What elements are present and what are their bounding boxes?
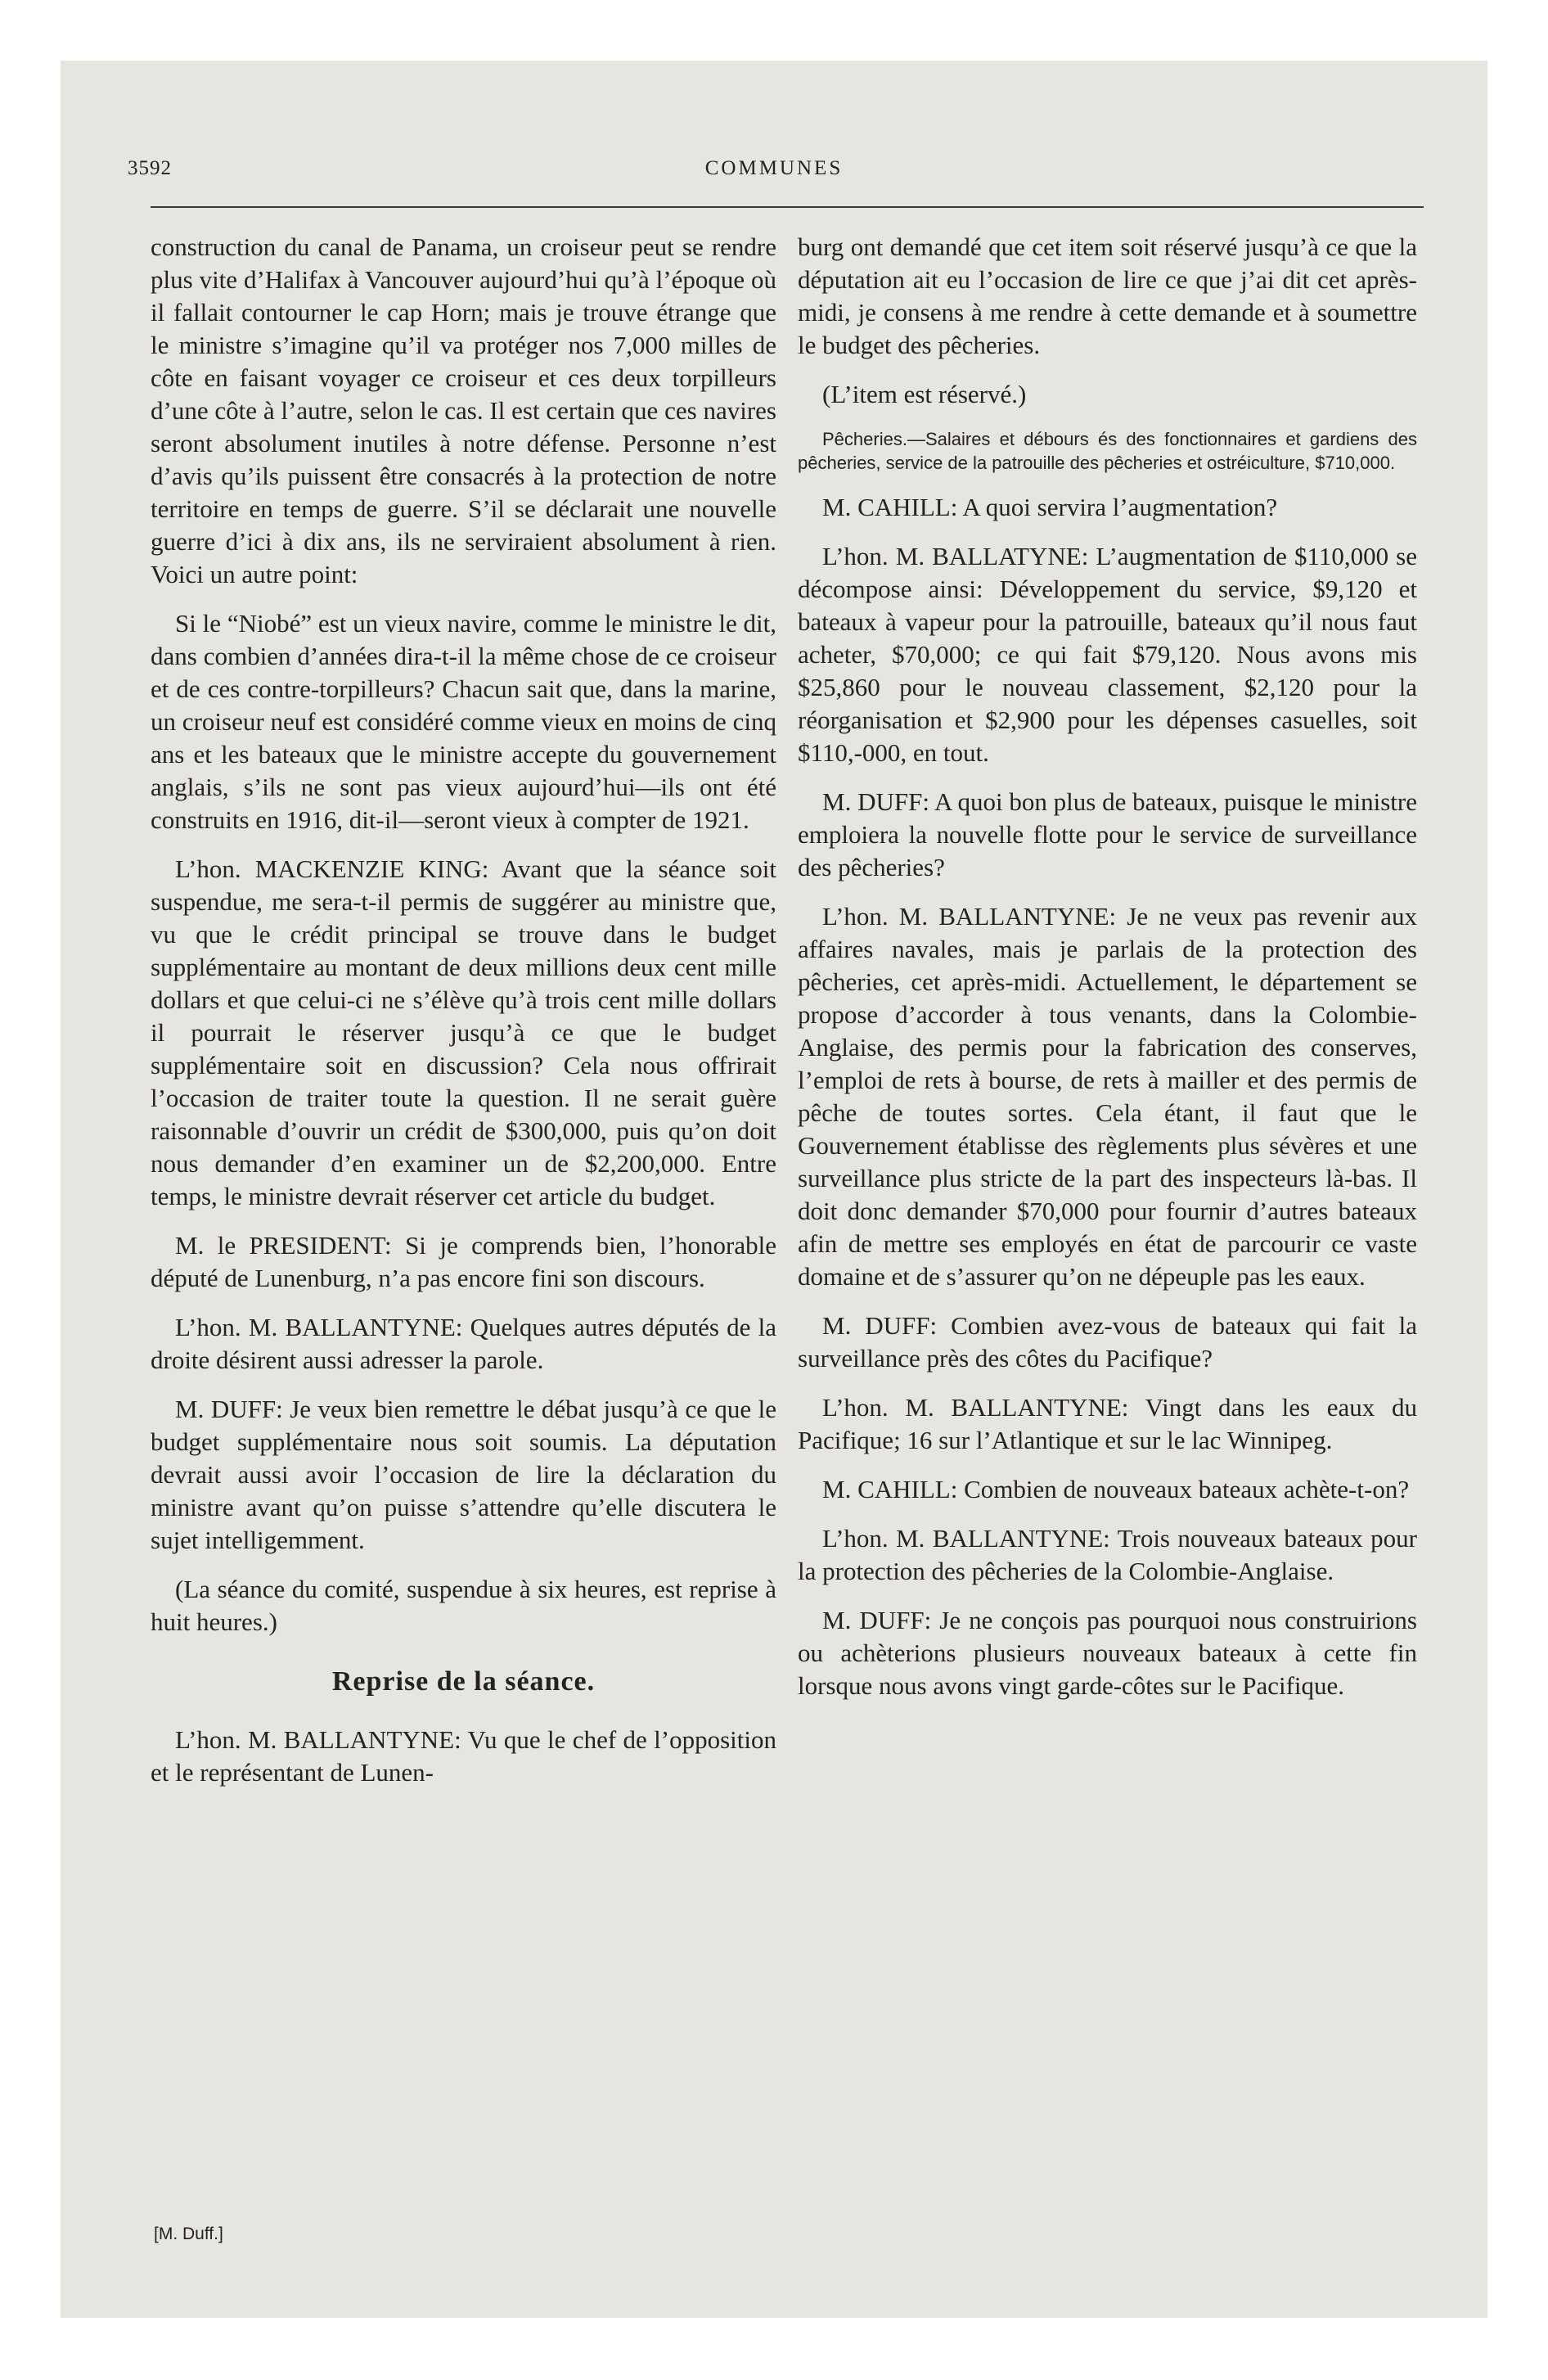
header-rule [151, 206, 1424, 208]
right-paragraph-duff-final: M. DUFF: Je ne conçois pas pourquoi nous construirions ou achèterions plusieurs nouveaux bateaux à cette fin lorsque nous avons vingt garde-côtes sur le Pacifique. [798, 1606, 1417, 1700]
right-paragraph-item-reserved: (L’item est réservé.) [822, 380, 1027, 408]
left-paragraph-continuation: construction du canal de Panama, un croiseur peut se rendre plus vite d’Halifax à Vancouver aujourd’hui qu’à l’époque où il fallait contourner le cap Horn; mais je trouve étrange que le ministre s’imagine qu’il va protéger nos 7,000 milles de côte en faisant voyager ce croiseur et ces deux torpilleurs d’une côte à l’autre, selon le cas. Il est certain que ces navires seront absolument inutiles à notre défense. Personne n’est d’avis qu’ils puissent être consacrés à la protection de notre territoire en temps de guerre. S’il se déclarait une nouvelle guerre d’ici à dix ans, ils ne serviraient absolument à rien. Voici un autre point: [151, 232, 776, 588]
left-paragraph-mackenzie-king: L’hon. MACKENZIE KING: Avant que la séance soit suspendue, me sera-t-il permis de suggérer au ministre que, vu que le crédit principal se trouve dans le budget supplémentaire au montant de deux millions deux cent mille dollars et que celui-ci ne s’élève qu’à trois cent mille dollars il pourrait le réserver jusqu’à ce que le budget supplémentaire soit en discussion? Cela nous offrirait l’occasion de traiter toute la question. Il ne serait guère raisonnable d’ouvrir un crédit de $300,000, puis qu’on doit nous demander d’en examiner un de $2,200,000. Entre temps, le ministre devrait réserver cet article du budget. [151, 854, 776, 1210]
right-paragraph-ballantyne-explanation: L’hon. M. BALLANTYNE: Je ne veux pas revenir aux affaires navales, mais je parlais de la protection des pêcheries, cet après-midi. Actuellement, le département se propose d’accorder à tous venants, dans la Colombie-Anglaise, des permis pour la fabrication des conserves, l’emploi de rets à bourse, de rets à mailler et des permis de pêche de toutes sortes. Cela étant, il faut que le Gouvernement établisse des règlements plus sévères et une surveillance plus stricte de la part des inspecteurs là-bas. Il doit donc demander $70,000 pour fournir d’autres bateaux afin de mettre ses employés en état de parcourir ce vaste domaine et de s’assurer qu’on ne dépeuple pas les eaux. [798, 902, 1417, 1291]
section-heading-reprise: Reprise de la séance. [331, 1666, 596, 1697]
left-paragraph-session-note: (La séance du comité, suspendue à six heures, est reprise à huit heures.) [151, 1575, 776, 1636]
left-paragraph-niobe: Si le “Niobé” est un vieux navire, comme le ministre le dit, dans combien d’années dira-t-il la même chose de ce croiseur et de ces contre-torpilleurs? Chacun sait que, dans la marine, un croiseur neuf est considéré comme vieux en moins de cinq ans et les bateaux que le ministre accepte du gouvernement anglais, s’ils ne sont pas vieux aujourd’hui—ils ont été construits en 1916, dit-il—seront vieux à compter de 1921. [151, 609, 776, 834]
right-paragraph-continuation: burg ont demandé que cet item soit réservé jusqu’à ce que la députation ait eu l’occasion de lire ce que j’ai dit cet après-midi, je consens à me rendre à cette demande et à soumettre le budget des pêcheries. [798, 232, 1417, 359]
left-paragraph-ballantyne-resume: L’hon. M. BALLANTYNE: Vu que le chef de l’opposition et le représentant de Lunen- [151, 1725, 776, 1787]
page-header [128, 147, 1420, 195]
left-paragraph-ballantyne: L’hon. M. BALLANTYNE: Quelques autres députés de la droite désirent aussi adresser la parole. [151, 1313, 776, 1374]
budget-item-note: Pêcheries.—Salaires et débours és des fonctionnaires et gardiens des pêcheries, service de la patrouille des pêcheries et ostréiculture, $710,000. [798, 429, 1417, 473]
left-column [151, 231, 776, 1789]
right-paragraph-ballatyne-answer: L’hon. M. BALLATYNE: L’augmentation de $110,000 se décompose ainsi: Développement du service, $9,120 et bateaux à vapeur pour la patrouille, bateaux qu’il nous faut acheter, $70,000; ce qui fait $79,120. Nous avons mis $25,860 pour le nouveau classement, $2,120 pour la réorganisation et $2,900 pour les dépenses casuelles, soit $110,-000, en tout. [798, 542, 1417, 767]
right-paragraph-cahill: M. CAHILL: A quoi servira l’augmentation? [822, 493, 1278, 521]
right-paragraph-ballantyne-purchase: L’hon. M. BALLANTYNE: Trois nouveaux bateaux pour la protection des pêcheries de la Colombie-Anglaise. [798, 1524, 1417, 1585]
speaker-footnote: [M. Duff.] [154, 2224, 223, 2243]
running-head: COMMUNES [704, 157, 844, 179]
right-column [798, 231, 1417, 1702]
right-paragraph-duff-question: M. DUFF: A quoi bon plus de bateaux, puisque le ministre emploiera la nouvelle flotte pour le service de surveillance des pêcheries? [798, 787, 1417, 881]
right-paragraph-ballantyne-count: L’hon. M. BALLANTYNE: Vingt dans les eaux du Pacifique; 16 sur l’Atlantique et sur le lac Winnipeg. [798, 1393, 1417, 1454]
right-paragraph-duff-count: M. DUFF: Combien avez-vous de bateaux qui fait la surveillance près des côtes du Pacifique? [798, 1311, 1417, 1373]
left-paragraph-duff: M. DUFF: Je veux bien remettre le débat jusqu’à ce que le budget supplémentaire nous soit soumis. La députation devrait aussi avoir l’occasion de lire la déclaration du ministre avant qu’on puisse s’attendre qu’elle discutera le sujet intelligemment. [151, 1395, 776, 1554]
right-paragraph-cahill-purchase: M. CAHILL: Combien de nouveaux bateaux achète-t-on? [822, 1475, 1410, 1503]
page-number: 3592 [128, 157, 172, 179]
left-paragraph-president: M. le PRESIDENT: Si je comprends bien, l’honorable député de Lunenburg, n’a pas encore fini son discours. [151, 1231, 776, 1292]
